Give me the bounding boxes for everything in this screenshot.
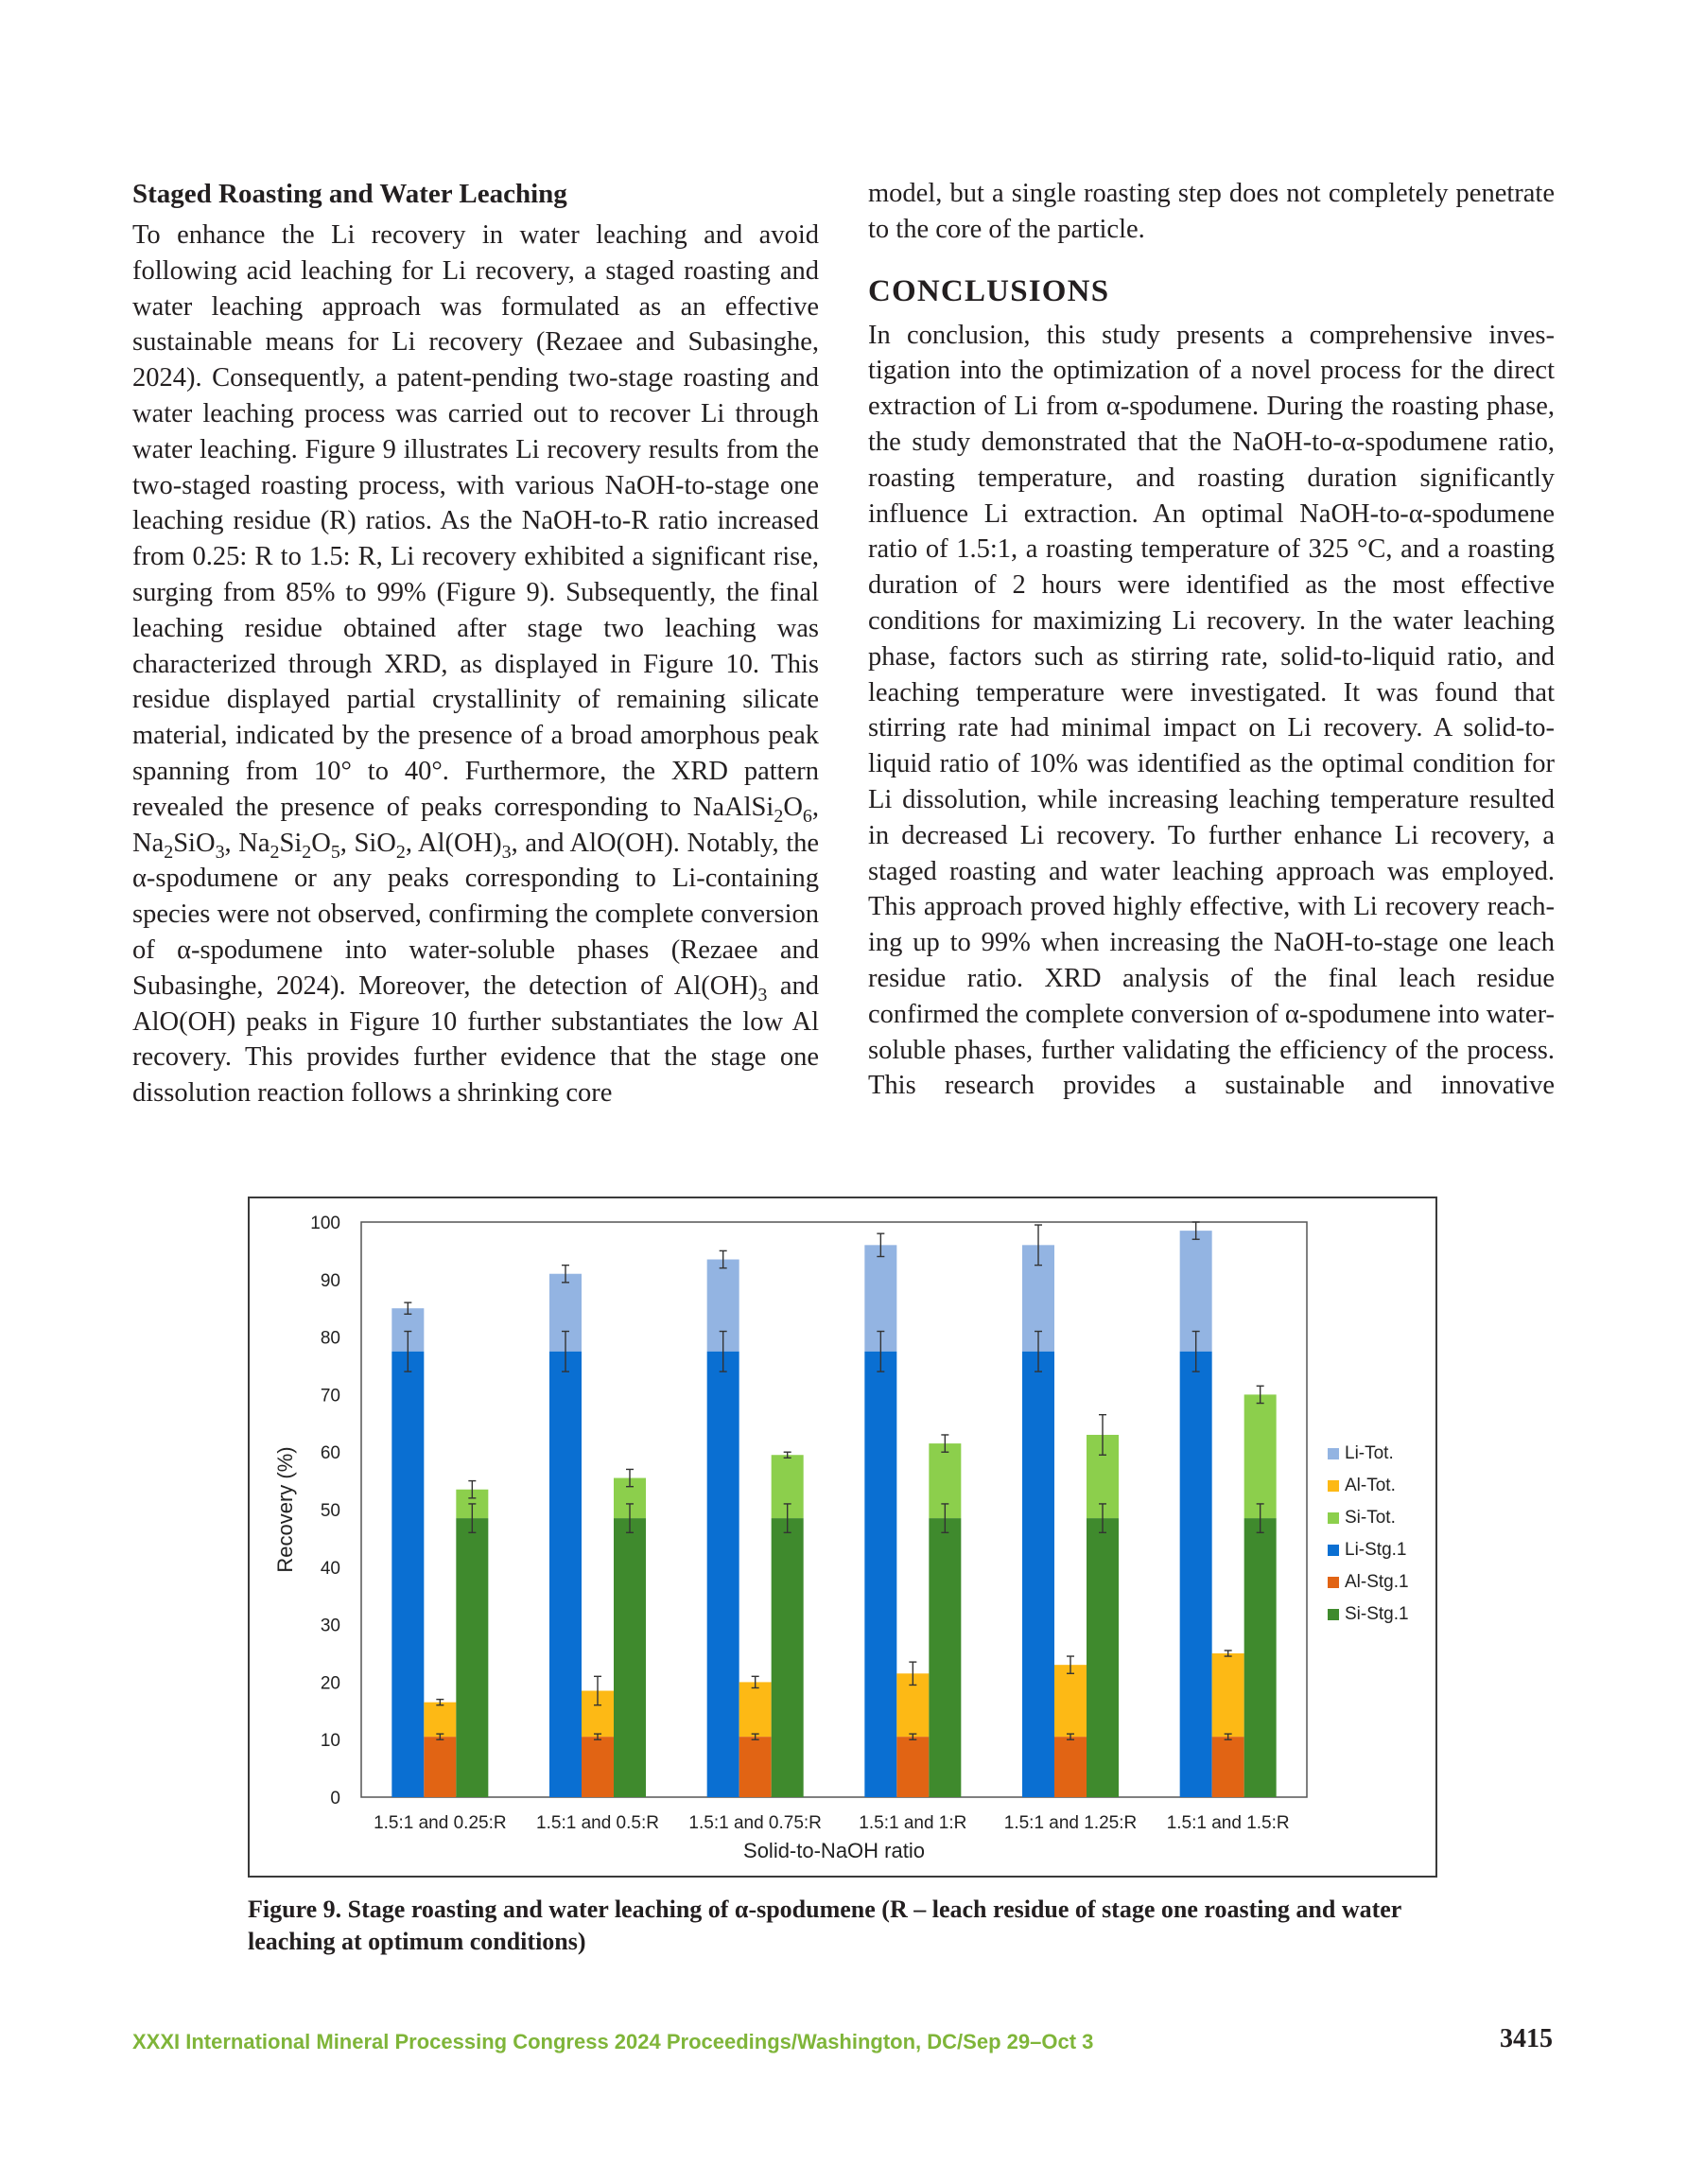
x-tick-label: 1.5:1 and 0.25:R [374, 1813, 507, 1833]
subscript: 6 [802, 805, 812, 827]
subscript: 2 [164, 841, 174, 863]
subscript: 3 [501, 841, 512, 863]
page-number: 3415 [1500, 2024, 1553, 2053]
text-run: O [783, 792, 803, 822]
legend-swatch [1328, 1609, 1339, 1620]
x-tick-label: 1.5:1 and 1:R [859, 1813, 967, 1833]
y-tick-label: 50 [320, 1501, 340, 1521]
al-total-bar [739, 1682, 772, 1737]
x-axis-label: Solid-to-NaOH ratio [743, 1839, 925, 1862]
li-stage1-bar [549, 1352, 582, 1797]
figure-caption: Figure 9. Stage roasting and water leaching of α-spodumene (R – leach residue of stage one roasting and water leaching at optimum conditions) [248, 1896, 1401, 1955]
legend-entry: Si-Stg.1 [1345, 1604, 1409, 1624]
text-run: , Na [224, 828, 270, 858]
right-column [868, 176, 1555, 1104]
text-run: SiO [173, 828, 216, 858]
al-total-bar [1054, 1665, 1087, 1737]
text-run: O [311, 828, 331, 858]
y-tick-label: 70 [320, 1386, 340, 1406]
text-run: and AlO(OH) peaks in Figure 10 further substantiates the low Al recovery. This provides further evidence that the stage one dissolution reaction follows a shrinking core [132, 970, 819, 1109]
legend-swatch [1328, 1545, 1339, 1556]
y-tick-label: 0 [330, 1789, 340, 1808]
figure-9-frame [248, 1197, 1437, 1878]
li-stage1-bar [864, 1352, 896, 1797]
si-stage1-bar [456, 1518, 488, 1797]
li-stage1-bar [391, 1352, 424, 1797]
text-run: To enhance the Li recovery in water leaching and avoid following acid leaching for Li recovery, a staged roasting and water leaching approach was formulated as an effective sustainable means for Li recovery (Rezaee and Subasinghe, 2024). Consequently, a patent-pending two-stage roasting and water leaching process was carried out to recover Li through water leaching. Figure 9 illustrates Li recovery results from the two-staged roasting process, with various NaOH-to-stage one leaching residue (R) ratios. As the NaOH-to-R ratio increased from 0.25: R to 1.5: R, Li recovery exhibited a significant rise, surging from 85% to 99% (Figure 9). Subsequently, the final leaching residue obtained after stage two leaching was characterized through XRD, as displayed in Figure 10. This residue displayed partial crystallinity of remaining silicate material, indicated by the presence of a broad amorphous peak spanning from 10° to 40°. Furthermore, the XRD pattern revealed the presence of peaks corresponding to NaAlSi [132, 220, 819, 822]
al-stage1-bar [1212, 1737, 1244, 1797]
y-tick-label: 90 [320, 1270, 340, 1291]
recovery-bar-chart [250, 1198, 1435, 1876]
si-stage1-bar [614, 1518, 646, 1797]
text-run: , and AlO(OH). Notably, the α-spodumene or any peaks corresponding to Li-containing species were not observed, confirming the complete conversion of α-spodumene into water-soluble phases (Rezaee and Subasinghe, 2024). Moreover, the detection of Al(OH) [132, 828, 820, 1001]
conclusions-paragraph: In conclusion, this study presents a comprehensive investigation into the optimization of a novel process for the direct extraction of Li from α-spodumene. During the roasting phase, the study demonstrated that the NaOH-to-α-spodumene ratio, roasting temperature, and roasting duration significantly influence Li extraction. An optimal NaOH-to-α-spodumene ratio of 1.5:1, a roasting temperature of 325 °C, and a roasting duration of 2 hours were identified as the most effective conditions for maximizing Li recovery. In the water leaching phase, factors such as stirring rate, solid-to-liquid ratio, and leaching temperature were investigated. It was found that stirring rate had minimal impact on Li recovery. A solid-to-liquid ratio of 10% was identified as the optimal condition for Li dissolution, while increasing leaching temperature resulted in decreased Li recovery. To further enhance Li recovery, a staged roasting and water leaching approach was employed. This approach proved highly effective, with Li recovery reaching up to 99% when increasing the NaOH-to-stage one leach residue ratio. XRD analysis of the final leach residue confirmed the complete conversion of α-spodumene into water-soluble phases, further validating the efficiency of the process. This research provides a sustainable and innovative [868, 320, 1555, 1101]
si-stage1-bar [929, 1518, 961, 1797]
subscript: 2 [395, 841, 406, 863]
y-tick-label: 60 [320, 1443, 340, 1464]
al-stage1-bar [1054, 1737, 1087, 1797]
legend-swatch [1328, 1480, 1339, 1492]
si-total-bar [1244, 1394, 1277, 1518]
subscript: 2 [270, 841, 280, 863]
y-tick-label: 20 [320, 1673, 340, 1694]
x-tick-label: 1.5:1 and 0.5:R [536, 1813, 659, 1833]
legend-entry: Li-Tot. [1345, 1443, 1394, 1463]
legend-entry: Li-Stg.1 [1345, 1540, 1407, 1560]
y-tick-label: 80 [320, 1328, 340, 1349]
x-tick-label: 1.5:1 and 1.25:R [1003, 1813, 1138, 1833]
al-stage1-bar [424, 1737, 456, 1797]
subscript: 2 [302, 841, 312, 863]
subscript: 5 [330, 841, 340, 863]
y-tick-label: 40 [320, 1558, 340, 1579]
y-axis-label: Recovery (%) [273, 1446, 297, 1573]
y-tick-label: 100 [310, 1214, 340, 1233]
section-subheading: Staged Roasting and Water Leaching [132, 179, 567, 209]
al-stage1-bar [739, 1737, 772, 1797]
conclusions-heading: CONCLUSIONS [868, 273, 1110, 308]
continued-paragraph: model, but a single roasting step does not completely penetrate to the core of the particle. [868, 179, 1555, 244]
subscript: 3 [757, 984, 768, 1005]
si-stage1-bar [772, 1518, 804, 1797]
x-tick-label: 1.5:1 and 0.75:R [688, 1813, 822, 1833]
left-column [132, 176, 819, 1111]
text-run: Si [279, 828, 303, 858]
legend-entry: Al-Stg.1 [1345, 1572, 1409, 1592]
si-stage1-bar [1244, 1518, 1277, 1797]
subscript: 2 [774, 805, 784, 827]
li-stage1-bar [707, 1352, 739, 1797]
al-stage1-bar [582, 1737, 614, 1797]
plot-area-border [361, 1222, 1307, 1797]
legend-entry: Al-Tot. [1345, 1476, 1396, 1495]
legend-entry: Si-Tot. [1345, 1508, 1396, 1528]
li-stage1-bar [1022, 1352, 1054, 1797]
text-run: , SiO [339, 828, 396, 858]
si-stage1-bar [1087, 1518, 1119, 1797]
al-stage1-bar [896, 1737, 929, 1797]
x-tick-label: 1.5:1 and 1.5:R [1166, 1813, 1290, 1833]
legend-swatch [1328, 1512, 1339, 1524]
li-stage1-bar [1180, 1352, 1212, 1797]
body-paragraph [132, 218, 819, 1111]
legend-swatch [1328, 1577, 1339, 1588]
proceedings-footer: XXXI International Mineral Processing Congress 2024 Proceedings/Washington, DC/Sep 29–Oct 3 [132, 2030, 1094, 2053]
y-tick-label: 30 [320, 1616, 340, 1636]
y-tick-label: 10 [320, 1731, 340, 1752]
subscript: 3 [215, 841, 225, 863]
legend-swatch [1328, 1448, 1339, 1459]
al-total-bar [424, 1703, 456, 1737]
text-run: , Na [132, 792, 819, 858]
text-run: , Al(OH) [405, 828, 502, 858]
al-total-bar [1212, 1653, 1244, 1737]
